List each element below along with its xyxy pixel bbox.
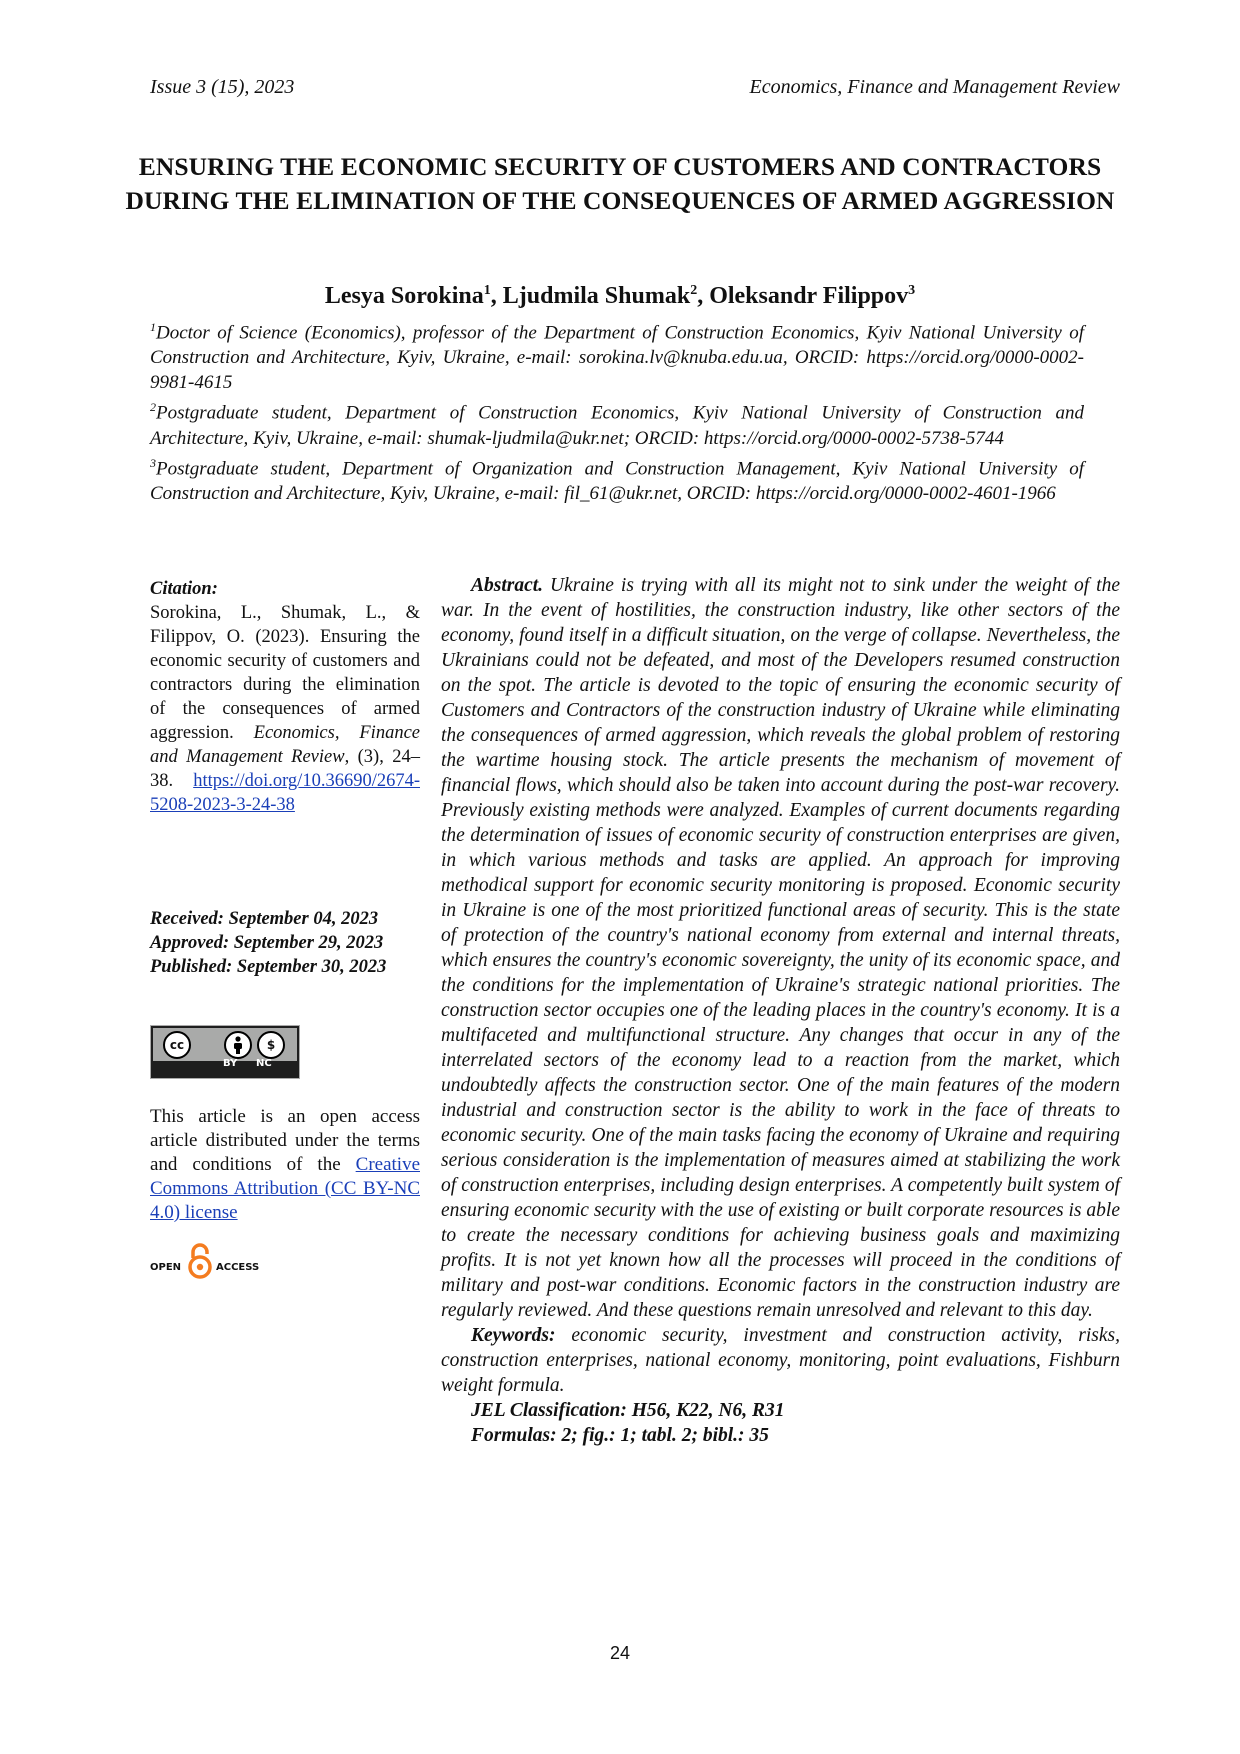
- affiliations: [150, 315, 1084, 506]
- cc-icon: cc: [163, 1031, 191, 1059]
- approved-date: Approved: September 29, 2023: [150, 933, 384, 953]
- doi-link[interactable]: https://doi.org/10.36690/2674-5208-2023-3-24-38: [150, 771, 420, 815]
- affiliation-num: 2: [150, 400, 156, 415]
- abstract-column: [441, 573, 1120, 1448]
- cc-nc-label: NC: [256, 1058, 272, 1069]
- citation-tail: , (3), 24–38.: [150, 747, 421, 791]
- affiliation: [150, 451, 1084, 506]
- page-number: 24: [609, 1643, 631, 1663]
- affiliation: [150, 315, 1084, 395]
- citation-text: Sorokina, L., Shumak, L., & Filippov, O. (2023). Ensuring the economic security of customers and contractors during the elimination of the consequences of armed aggression.: [150, 603, 420, 743]
- abstract: [441, 573, 1120, 1323]
- keywords-label: Keywords:: [471, 1325, 556, 1346]
- author-list: [120, 283, 1120, 310]
- affiliation-text: Doctor of Science (Economics), professor of the Department of Construction Economics, Kyiv National University of Construction and Architecture, Kyiv, Ukraine, e-mail: sorokina.lv@knuba.edu.ua, ORCID: https://orcid.org/0000-0002-9981-4615: [150, 322, 1084, 394]
- keywords-text: economic security, investment and construction activity, risks, construction enterprises, national economy, monitoring, point evaluations, Fishburn weight formula.: [441, 1325, 1120, 1396]
- author-sup: 3: [908, 283, 916, 298]
- article-title: ENSURING THE ECONOMIC SECURITY OF CUSTOMERS AND CONTRACTORS DURING THE ELIMINATION OF THE CONSEQUENCES OF ARMED AGGRESSION: [125, 152, 1115, 215]
- open-access-right-label: ACCESS: [216, 1262, 260, 1273]
- dates-block: [150, 907, 420, 979]
- jel-classification: JEL Classification: H56, K22, N6, R31: [471, 1400, 785, 1421]
- published-date: Published: September 30, 2023: [150, 957, 387, 977]
- formulas-line: Formulas: 2; fig.: 1; tabl. 2; bibl.: 35: [471, 1425, 769, 1446]
- open-access-logo: [150, 1243, 420, 1283]
- issue-header: Issue 3 (15), 2023: [150, 76, 295, 98]
- cc-by-nc-badge[interactable]: [150, 1025, 300, 1079]
- license-link[interactable]: Creative Commons Attribution (CC BY-NC 4.0) license: [150, 1154, 420, 1223]
- citation-journal: Economics, Finance and Management Review: [150, 723, 420, 767]
- affiliation: [150, 395, 1084, 450]
- author-sup: 1: [483, 283, 491, 298]
- license-text: This article is an open access article distributed under the terms and conditions of the: [150, 1106, 420, 1175]
- citation-label: Citation:: [150, 579, 218, 599]
- citation: [150, 601, 420, 817]
- affiliation-text: Postgraduate student, Department of Organization and Construction Management, Kyiv National University of Construction and Architecture, Kyiv, Ukraine, e-mail: fil_61@ukr.net, ORCID: https://orcid.org/0000-0002-4601-1966: [150, 457, 1084, 504]
- cc-by-label: BY: [223, 1058, 238, 1069]
- journal-header: Economics, Finance and Management Review: [749, 76, 1120, 98]
- received-date: Received: September 04, 2023: [150, 909, 379, 929]
- author-separator: ,: [697, 283, 710, 309]
- affiliation-text: Postgraduate student, Department of Construction Economics, Kyiv National University of Construction and Architecture, Kyiv, Ukraine, e-mail: shumak-ljudmila@ukr.net; ORCID: https://orcid.org/0000-0002-5738-5744: [150, 402, 1084, 449]
- open-access-left-label: OPEN: [150, 1262, 182, 1273]
- abstract-label: Abstract.: [471, 575, 544, 596]
- noncommercial-icon: $: [257, 1031, 285, 1059]
- abstract-text: Ukraine is trying with all its might not to sink under the weight of the war. In the event of hostilities, the construction industry, like other sectors of the economy, found itself in a difficult situation, on the verge of collapse. Nevertheless, the Ukrainians could not be defeated, and most of the Developers resumed construction on the spot. The article is devoted to the topic of ensuring the economic security of Customers and Contractors of the construction industry of Ukraine while eliminating the consequences of armed aggression, which reveals the global problem of restoring the wartime housing stock. The article presents the mechanism of movement of financial flows, which should also be taken into account during the post-war recovery. Previously existing methods were analyzed. Examples of current documents regarding the determination of issues of economic security of construction enterprises are given, in which various methods and tasks are applied. An approach for improving methodical support for economic security monitoring is proposed. Economic security in Ukraine is one of the most prioritized functional areas of security. This is the state of protection of the country's national economy from external and internal threats, which ensures the country's economic sovereignty, the unity of its economic space, and the conditions for the implementation of Ukraine's strategic national priorities. The construction sector occupies one of the leading places in the country's economy. It is a multifaceted and multifunctional structure. Any changes that occur in any of the interrelated sectors of the economy lead to a reaction from the market, which undoubtedly affects the construction sector. One of the main features of the modern industrial and construction sector is the ability to work in the face of threats to economic security. One of the main tasks facing the economy of Ukraine and requiring serious consideration is the implementation of measures aimed at stabilizing the work of construction enterprises, including design enterprises. A competently built system of ensuring economic security with the use of existing or built corporate resources is able to create the necessary conditions for achieving business goals and maximizing profits. It is not yet known how all the processes will proceed in the conditions of military and post-war conditions. Economic factors in the construction industry are regularly reviewed. And these questions remain unresolved and relevant to this day.: [441, 575, 1121, 1321]
- affiliation-num: 3: [150, 455, 156, 470]
- author-name: Oleksandr Filippov: [709, 283, 909, 309]
- affiliation-num: 1: [150, 320, 156, 334]
- author-separator: ,: [490, 283, 503, 309]
- license-statement: [150, 1105, 420, 1225]
- keywords: [441, 1323, 1120, 1398]
- author-name: Lesya Sorokina: [324, 283, 484, 309]
- open-lock-icon: [187, 1243, 213, 1279]
- author-sup: 2: [690, 283, 698, 298]
- author-name: Ljudmila Shumak: [502, 283, 691, 309]
- sidebar-column: [150, 577, 420, 1283]
